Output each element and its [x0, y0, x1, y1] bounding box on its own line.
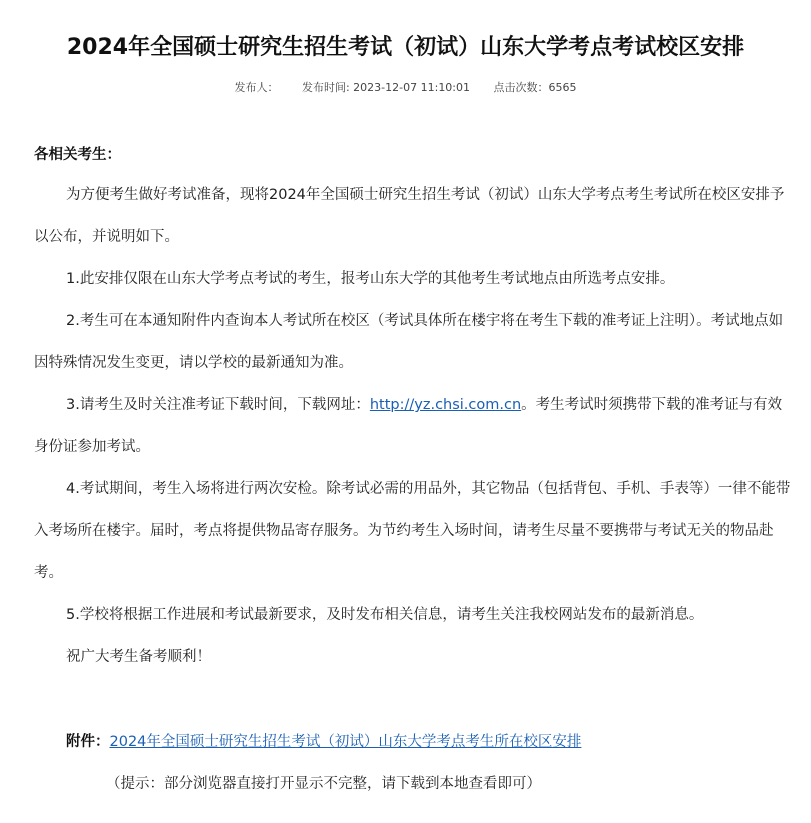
click-count: 点击次数：6565	[493, 81, 577, 94]
paragraph-item-3-after: 。考生考试时须携带下载的准考证与有效身份证参加考试。	[34, 397, 783, 455]
publish-time: 发布时间: 2023-12-07 11:10:01	[301, 81, 471, 94]
paragraph-item-3	[34, 384, 794, 468]
paragraph-item-1: 1.此安排仅限在山东大学考点考试的考生，报考山东大学的其他考生考试地点由所选考点安排。	[66, 271, 675, 287]
article-body	[34, 174, 794, 678]
paragraph-item-4: 4.考试期间，考生入场将进行两次安检。除考试必需的用品外，其它物品（包括背包、手机、手表等）一律不能带入考场所在楼宇。届时，考点将提供物品寄存服务。为节约考生入场时间，请考生尽量不要携带与考试无关的物品赴考。	[34, 481, 791, 581]
publisher-label: 发布人：	[234, 81, 279, 94]
download-tip: （提示：部分浏览器直接打开显示不完整，请下载到本地查看即可）	[106, 776, 541, 792]
paragraph-item-3-before: 3.请考生及时关注准考证下载时间，下载网址：	[66, 397, 370, 413]
paragraph-closing: 祝广大考生备考顺利！	[66, 649, 211, 665]
salutation: 各相关考生：	[34, 147, 121, 163]
attachment-label: 附件：	[66, 734, 110, 750]
paragraph-item-5: 5.学校将根据工作进展和考试最新要求，及时发布相关信息，请考生关注我校网站发布的最新消息。	[66, 607, 704, 623]
article-meta	[0, 79, 811, 95]
download-site-link[interactable]: http://yz.chsi.com.cn	[369, 397, 522, 413]
paragraph-intro: 为方便考生做好考试准备，现将2024年全国硕士研究生招生考试（初试）山东大学考点考生考试所在校区安排予以公布，并说明如下。	[34, 187, 785, 245]
paragraph-item-2: 2.考生可在本通知附件内查询本人考试所在校区（考试具体所在楼宇将在考生下载的准考证上注明）。考试地点如因特殊情况发生变更，请以学校的最新通知为准。	[34, 313, 784, 371]
attachment-link[interactable]: 2024年全国硕士研究生招生考试（初试）山东大学考点考生所在校区安排	[109, 734, 582, 750]
attachment-line	[66, 730, 581, 751]
article-title: 2024年全国硕士研究生招生考试（初试）山东大学考点考试校区安排	[66, 35, 745, 60]
